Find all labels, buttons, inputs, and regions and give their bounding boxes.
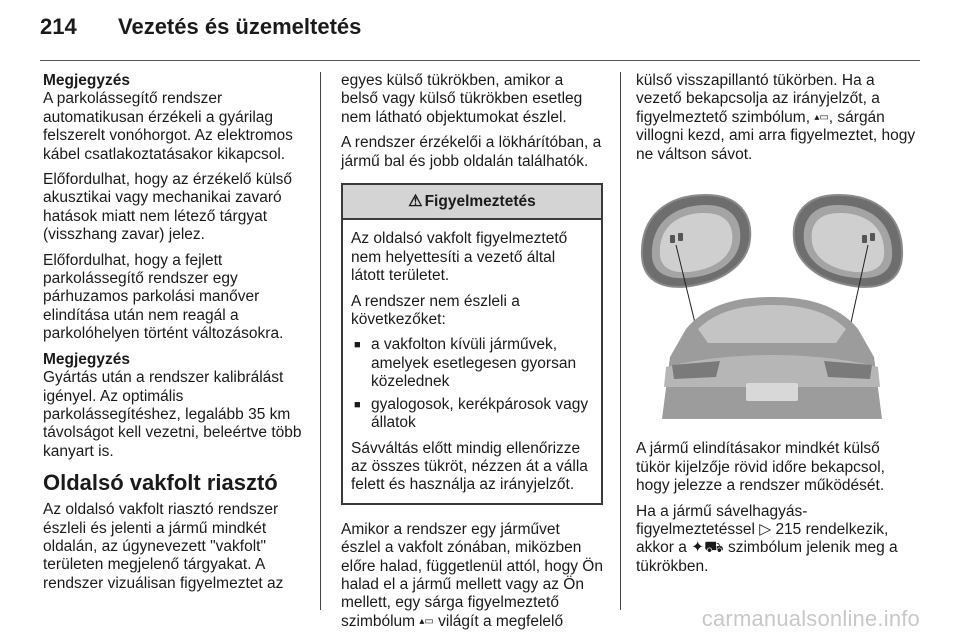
page-reference-arrow-icon: ▷ [759, 521, 772, 539]
blind-spot-icon: ▴▭ [814, 111, 829, 123]
paragraph-text: Ha a jármű sávelhagyás-figyelmeztetéssel [636, 502, 808, 539]
paragraph-text: szimbólum jelenik meg a tükrökben. [636, 539, 898, 575]
paragraph: Az oldalsó vakfolt riasztó rendszer észleli és jelenti a jármű mindkét oldalán, az úgynevezett "vakfolt" területen megjelenő tárgyakat. A rendszer vizuálisan figyelmeztet az [43, 501, 284, 592]
paragraph-text: rendelkezik, akkor a [636, 521, 889, 557]
paragraph: Sávváltás előtt mindig ellenőrizze az összes tükröt, nézzen át a válla felett és használja az irányjelzőt. [351, 439, 588, 494]
warning-list [351, 336, 593, 432]
paragraph: A rendszer nem észleli a következőket: [351, 292, 520, 329]
paragraph: A rendszer érzékelői a lökhárítóban, a jármű bal és jobb oldalán találhatók. [341, 134, 602, 170]
page-header [40, 14, 361, 40]
column-2 [341, 72, 603, 638]
warning-triangle-icon: ⚠ [408, 193, 423, 211]
paragraph: Az oldalsó vakfolt figyelmeztető nem helyettesíti a vezető által látott területet. [351, 230, 568, 285]
list-item: ■ gyalogosok, kerékpárosok vagy állatok [351, 396, 593, 433]
warning-title: Figyelmeztetés [424, 193, 536, 211]
paragraph: A parkolássegítő rendszer automatikusan érzékeli a gyárilag felszerelt vonóhorgot. Az elektromos kábel csatlakoztatásakor kikapcsol. [43, 90, 293, 163]
blind-spot-icon: ▴▭ [419, 615, 434, 627]
paragraph-text: Amikor a rendszer egy járművet észlel a vakfolt zónában, miközben előre halad, függetlenül attól, hogy Ön halad el a jármű mellett vagy az Ön mellett, egy sárga figyelmeztető szimbólum [341, 520, 603, 630]
header-rule [40, 60, 920, 61]
paragraph-text: külső visszapillantó tükörben. Ha a vezető bekapcsolja az irányjelzőt, a figyelmeztető szimbólum, [636, 72, 880, 126]
column-divider [620, 72, 621, 610]
page-title: Vezetés és üzemeltetés [118, 14, 362, 39]
warning-box [341, 183, 603, 505]
paragraph: A jármű elindításakor mindkét külső tükör kijelzője rövid időre bekapcsol, hogy jelezze a rendszer működését. [636, 440, 885, 495]
section-title: Oldalsó vakfolt riasztó [43, 470, 278, 496]
list-item: ■ a vakfolton kívüli járművek, amelyek esetlegesen gyorsan közelednek [351, 336, 593, 391]
note-title: Megjegyzés [43, 72, 131, 89]
warning-header [343, 185, 601, 220]
car-mirrors-illustration [636, 187, 908, 419]
column-3 [636, 72, 916, 583]
page-number: 214 [40, 14, 77, 39]
watermark: carmanualsonline.info [701, 606, 920, 631]
page-reference[interactable]: 215 [775, 521, 802, 539]
paragraph-text: , sárgán villogni kezd, ami arra figyelmeztet, hogy ne váltson sávot. [636, 108, 916, 163]
paragraph-text: világít a megfelelő [438, 612, 564, 630]
note-title: Megjegyzés [43, 350, 131, 368]
paragraph: egyes külső tükrökben, amikor a belső vagy külső tükrökben esetleg nem látható objektumokat észlel. [341, 72, 583, 126]
warning-body [343, 220, 601, 502]
paragraph [341, 521, 603, 631]
paragraph: Előfordulhat, hogy a fejlett parkolássegítő rendszer egy párhuzamos parkolási manőver elindítása után nem reagál a parkolóhelyen történt változásokra. [43, 251, 284, 343]
column-divider [320, 72, 321, 610]
paragraph [636, 72, 916, 164]
lane-departure-car-icon: ✦⛟ [691, 539, 724, 557]
paragraph [636, 503, 916, 577]
paragraph: Előfordulhat, hogy az érzékelő külső akusztikai vagy mechanikai zavaró hatások miatt nem létező tárgyat (visszhang zavar) jelez. [43, 171, 293, 244]
column-1 [43, 72, 315, 600]
paragraph: Gyártás után a rendszer kalibrálást igényel. Az optimális parkolássegítéshez, legalább 35 km távolságot kell vezetni, beleértve több kanyart is. [43, 369, 302, 460]
